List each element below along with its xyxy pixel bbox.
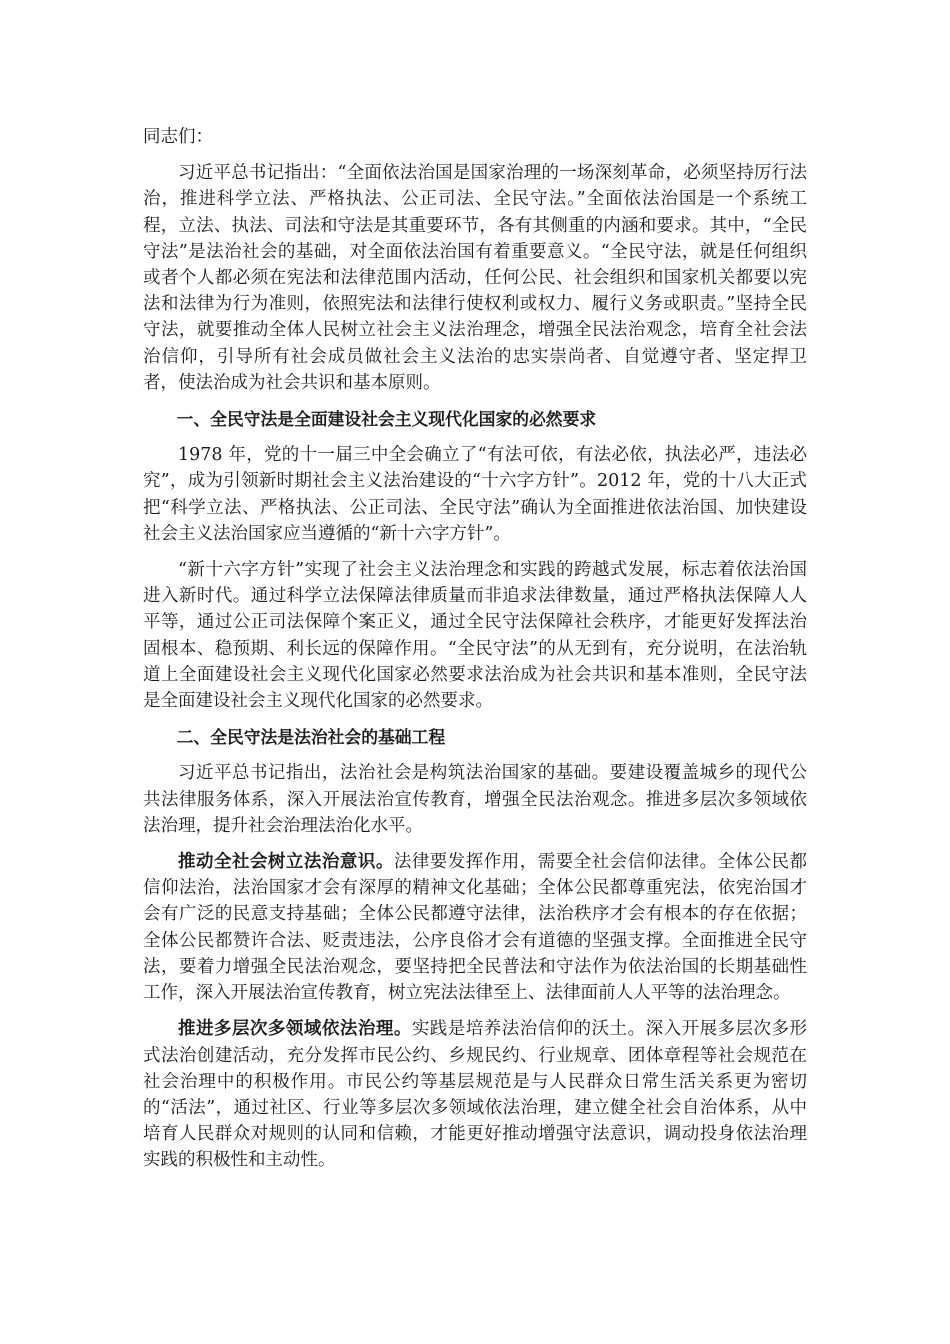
paragraph-1978: 1978 年，党的十一届三中全会确立了“有法可依，有法必依，执法必严，违法必究”，成为引领新时期社会主义法治建设的“十六字方针”。2012 年，党的十八大正式把“科学立法、严格执法、公正司法、全民守法”确认为全面推进依法治国、加快建设社会主义法治国家应当遵循的“新十六字方针”。: [143, 445, 807, 544]
paragraph-legal-awareness: [143, 849, 807, 1006]
paragraph-legal-society: 习近平总书记指出，法治社会是构筑法治国家的基础。要建设覆盖城乡的现代公共法律服务体系，深入开展法治宣传教育，增强全民法治观念。推进多层次多领域依法治理，提升社会治理法治化水平。: [143, 763, 807, 836]
section-heading-1: 一、全民守法是全面建设社会主义现代化国家的必然要求: [176, 409, 597, 430]
paragraph-body-multi-level-governance: 实践是培养法治信仰的沃土。深入开展多层次多形式法治创建活动，充分发挥市民公约、乡规民约、行业规章、团体章程等社会规范在社会治理中的积极作用。市民公约等基层规范是与人民群众日常生活关系更为密切的“活法”，通过社区、行业等多层次多领域依法治理，建立健全社会自治体系，从中培育人民群众对规则的认同和信赖，才能更好推动增强守法意识，调动投身依法治理实践的积极性和主动性。: [143, 1019, 808, 1171]
salutation: 同志们：: [143, 127, 213, 147]
section-heading-2: 二、全民守法是法治社会的基础工程: [176, 727, 446, 748]
paragraph-lead-multi-level-governance: 推进多层次多领域依法治理。: [178, 1019, 412, 1040]
paragraph-multi-level-governance: [143, 1016, 807, 1173]
paragraph-new-sixteen-characters: “新十六字方针”实现了社会主义法治理念和实践的跨越式发展，标志着依法治国进入新时代。通过科学立法保障法律质量而非追求法律数量，通过严格执法保障人人平等，通过公正司法保障个案正义，通过全民守法保障社会秩序，才能更好发挥法治固根本、稳预期、利长远的保障作用。“全民守法”的从无到有，充分说明，在法治轨道上全面建设社会主义现代化国家必然要求法治成为社会共识和基本准则，全民守法是全面建设社会主义现代化国家的必然要求。: [143, 560, 807, 712]
paragraph-lead-legal-awareness: 推动全社会树立法治意识。: [178, 852, 394, 873]
document-page: [143, 124, 807, 1184]
paragraph-intro: 习近平总书记指出：“全面依法治国是国家治理的一场深刻革命，必须坚持厉行法治，推进科学立法、严格执法、公正司法、全民守法。”全面依法治国是一个系统工程，立法、执法、司法和守法是其重要环节，各有其侧重的内涵和要求。其中，“全民守法”是法治社会的基础，对全面依法治国有着重要意义。“全民守法，就是任何组织或者个人都必须在宪法和法律范围内活动，任何公民、社会组织和国家机关都要以宪法和法律为行为准则，依照宪法和法律行使权利或权力、履行义务或职责。”坚持全民守法，就要推动全体人民树立社会主义法治理念，增强全民法治观念，培育全社会法治信仰，引导所有社会成员做社会主义法治的忠实崇尚者、自觉遵守者、坚定捍卫者，使法治成为社会共识和基本原则。: [143, 163, 807, 393]
paragraph-body-legal-awareness: 法律要发挥作用，需要全社会信仰法律。全体公民都信仰法治，法治国家才会有深厚的精神文化基础；全体公民都尊重宪法，依宪治国才会有广泛的民意支持基础；全体公民都遵守法律，法治秩序才会有根本的存在依据；全体公民都赞许合法、贬责违法，公序良俗才会有道德的坚强支撑。全面推进全民守法，要着力增强全民法治观念，要坚持把全民普法和守法作为依法治国的长期基础性工作，深入开展法治宣传教育，树立宪法法律至上、法律面前人人平等的法治理念。: [143, 852, 808, 1004]
